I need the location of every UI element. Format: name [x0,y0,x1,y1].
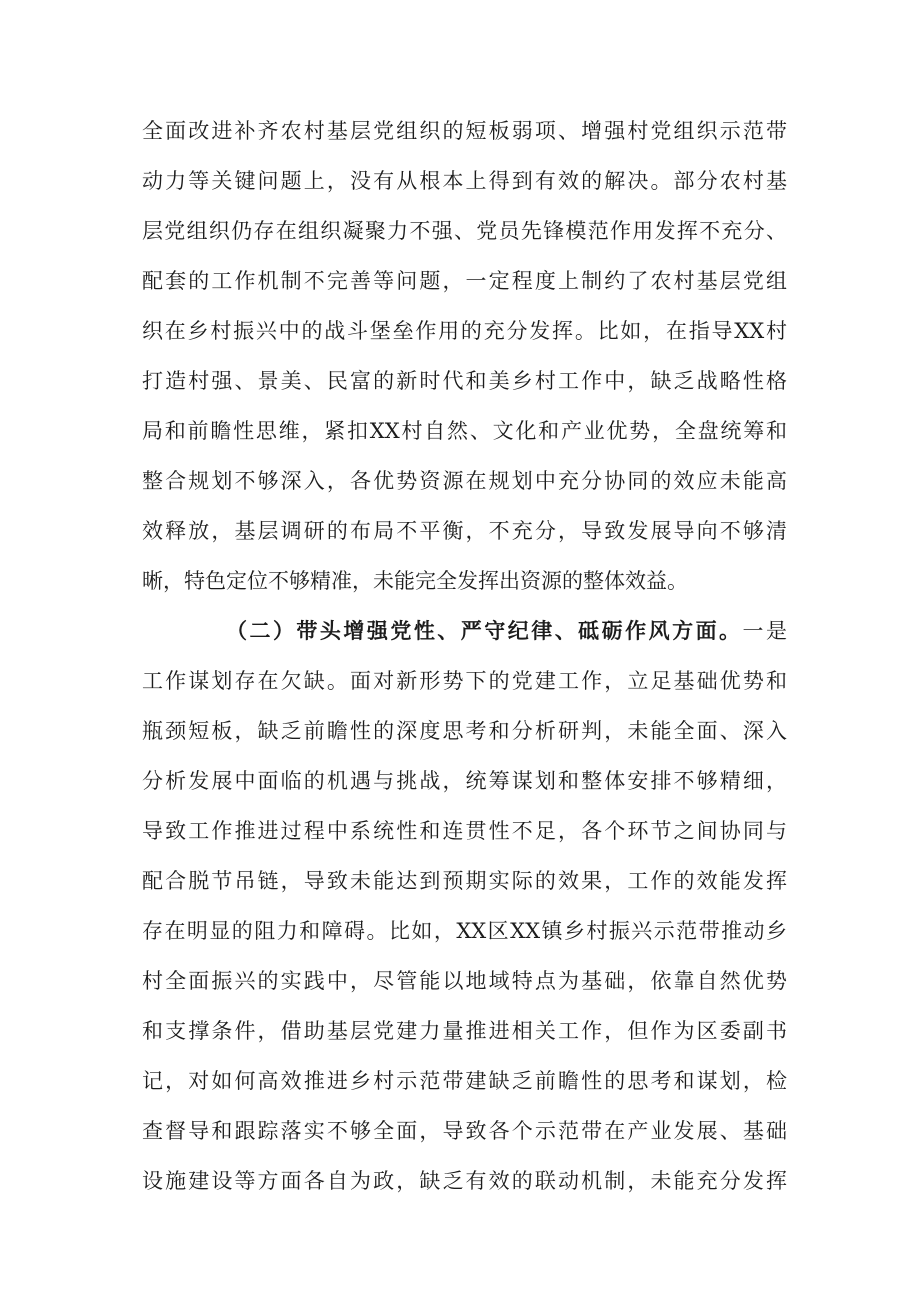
paragraph-1-line-7: 局和前瞻性思维，紧扣XX村自然、文化和产业优势，全盘统筹和 [142,419,787,443]
paragraph-1-line-10: 晰，特色定位不够精准，未能完全发挥出资源的整体效益。 [142,569,688,593]
paragraph-1-line-6: 打造村强、景美、民富的新时代和美乡村工作中，缺乏战略性格 [142,369,787,393]
paragraph-1-line-4: 配套的工作机制不完善等问题，一定程度上制约了农村基层党组 [142,269,787,293]
paragraph-2-line-3: 瓶颈短板，缺乏前瞻性的深度思考和分析研判，未能全面、深入 [142,719,787,743]
paragraph-1-line-5: 织在乡村振兴中的战斗堡垒作用的充分发挥。比如，在指导XX村 [142,319,787,343]
paragraph-1-line-2: 动力等关键问题上，没有从根本上得到有效的解决。部分农村基 [142,169,787,193]
paragraph-2-first-line-rest: 一是 [742,619,788,643]
section-heading: （二）带头增强党性、严守纪律、砥砺作风方面。 [226,618,743,643]
paragraph-2-line-2: 工作谋划存在欠缺。面对新形势下的党建工作，立足基础优势和 [142,669,787,693]
paragraph-2-line-9: 和支撑条件，借助基层党建力量推进相关工作，但作为区委副书 [142,1019,787,1043]
paragraph-1-line-9: 效释放，基层调研的布局不平衡，不充分，导致发展导向不够清 [142,519,787,543]
paragraph-2-line-12: 设施建设等方面各自为政，缺乏有效的联动机制，未能充分发挥 [142,1169,787,1193]
paragraph-2-line-7: 存在明显的阻力和障碍。比如，XX区XX镇乡村振兴示范带推动乡 [142,919,787,943]
paragraph-2-line-10: 记，对如何高效推进乡村示范带建缺乏前瞻性的思考和谋划，检 [142,1069,787,1093]
paragraph-2-line-8: 村全面振兴的实践中，尽管能以地域特点为基础，依靠自然优势 [142,969,787,993]
paragraph-2-first-line [142,606,787,656]
document-body [142,106,787,1206]
paragraph-2-line-6: 配合脱节吊链，导致未能达到预期实际的效果，工作的效能发挥 [142,869,787,893]
paragraph-1-line-1: 全面改进补齐农村基层党组织的短板弱项、增强村党组织示范带 [142,119,787,143]
paragraph-1-line-8: 整合规划不够深入，各优势资源在规划中充分协同的效应未能高 [142,469,787,493]
paragraph-2-line-11: 查督导和跟踪落实不够全面，导致各个示范带在产业发展、基础 [142,1119,787,1143]
paragraph-2-line-5: 导致工作推进过程中系统性和连贯性不足，各个环节之间协同与 [142,819,787,843]
paragraph-2-line-4: 分析发展中面临的机遇与挑战，统筹谋划和整体安排不够精细， [142,769,787,793]
paragraph-1-line-3: 层党组织仍存在组织凝聚力不强、党员先锋模范作用发挥不充分、 [142,219,787,243]
